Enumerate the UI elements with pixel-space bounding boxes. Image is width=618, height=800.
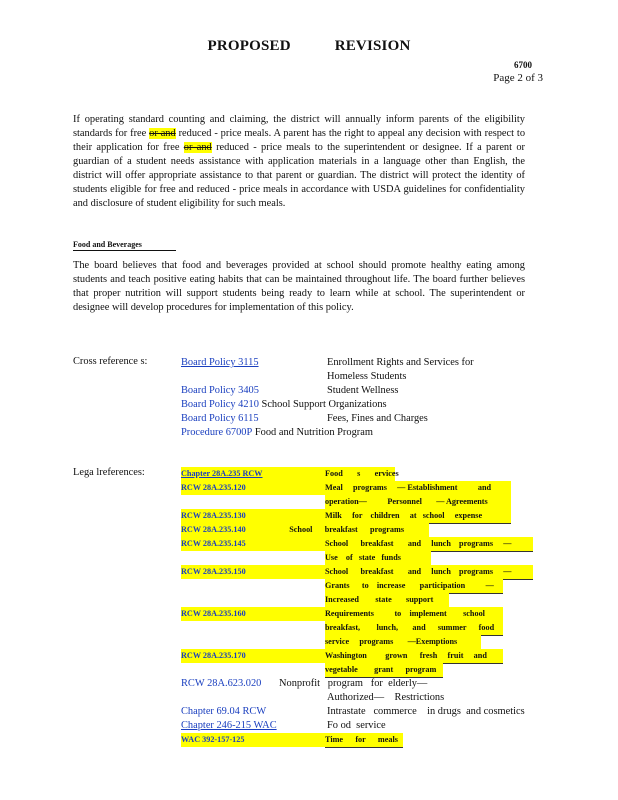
legal-reference-row — [181, 705, 525, 719]
legal-description: Food s ervices — [325, 467, 395, 482]
legal-description: Authorized— Restrictions — [327, 692, 445, 703]
legal-reference-row — [181, 593, 449, 608]
legal-description: Time for meals — [325, 733, 403, 748]
legal-description: vegetable grant program — [325, 663, 443, 678]
policy-description: Homeless Students — [327, 371, 407, 382]
legal-reference-row — [181, 481, 511, 496]
food-paragraph: The board believes that food and beverages provided at school should promote healthy eating among students and teach positive eating habits that can be maintained throughout life. The board further believes that proper nutrition will support students being ready to learn while at school. The superintendent or designee will develop procedures for implementation of this policy. — [73, 260, 525, 313]
policy-description: Student Wellness — [327, 385, 399, 396]
section-heading: Food and Beverages — [73, 240, 176, 251]
legal-reference-row — [181, 467, 399, 482]
legal-citation[interactable]: RCW 28A.235.130 — [181, 509, 325, 523]
page-number: Page 2 of 3 — [493, 72, 543, 84]
legal-citation[interactable]: RCW 28A.623.020 — [181, 678, 262, 689]
legal-reference-row — [181, 523, 429, 538]
legal-description: Meal programs — Establishment and — [325, 481, 511, 496]
legal-reference-row — [181, 579, 503, 594]
legal-description: School breakfast and lunch programs — — [325, 565, 533, 580]
legal-reference-row — [181, 649, 503, 664]
cross-reference-row — [181, 356, 474, 370]
legal-citation[interactable]: RCW 28A.235.160 — [181, 607, 325, 621]
cross-reference-row — [181, 384, 398, 398]
cross-reference-row — [181, 412, 428, 426]
legal-description: service programs —Exemptions — [325, 635, 481, 650]
legal-reference-row — [181, 509, 511, 524]
page-title — [0, 38, 618, 55]
struck-text: or and — [183, 142, 212, 153]
cross-reference-row — [181, 370, 406, 384]
legal-reference-row — [181, 691, 444, 705]
legal-description: Use of state funds — [325, 551, 431, 566]
legal-citation[interactable]: RCW 28A.235.140 — [181, 523, 279, 537]
legal-reference-row — [181, 635, 481, 650]
policy-description: Fees, Fines and Charges — [327, 413, 428, 424]
legal-reference-row — [181, 537, 533, 552]
policy-link[interactable]: Board Policy 6115 — [181, 413, 259, 424]
policy-link[interactable]: Board Policy 4210 — [181, 399, 259, 410]
legal-references-label: Lega lreferences: — [73, 467, 145, 478]
legal-citation[interactable]: Chapter 69.04 RCW — [181, 706, 267, 717]
policy-link[interactable]: Procedure 6700P — [181, 427, 253, 438]
title-proposed: PROPOSED — [207, 38, 291, 54]
cross-reference-row — [181, 398, 387, 412]
legal-reference-row — [181, 677, 427, 691]
policy-number: 6700 — [514, 60, 532, 70]
title-revision: REVISION — [334, 38, 411, 54]
policy-description: Enrollment Rights and Services for — [327, 357, 474, 368]
policy-link[interactable]: Board Policy 3405 — [181, 385, 259, 396]
legal-description: School breakfast programs — [279, 523, 429, 538]
legal-reference-row — [181, 621, 503, 636]
legal-description: Nonprofit program for elderly— — [279, 678, 428, 689]
legal-description: Washington grown fresh fruit and — [325, 649, 503, 664]
eligibility-paragraph: If operating standard counting and claiming, the district will annually inform parents of the eligibility standards for free or and reduced - price meals. A parent has the right to appeal any decision with respect to their application for free or and reduced - price meals to the superintendent or designee. If a parent or guardian of a student needs assistance with application materials in a language other than English, the district will offer appropriate assistance to that parent or guardian. The district will protect the identity of students eligible for free and reduced - price meals in accordance with USDA guidelines for confidentiality and disclosure of student eligibility for such meals. — [73, 114, 526, 209]
legal-citation[interactable]: RCW 28A.235.170 — [181, 649, 325, 663]
legal-description: Milk for children at school expense — [325, 509, 511, 524]
legal-description: Increased state support — [325, 593, 449, 608]
legal-description: School breakfast and lunch programs — — [325, 537, 533, 552]
policy-description: School Support Organizations — [258, 399, 387, 410]
legal-description: Fo od service — [327, 720, 386, 731]
legal-description: Intrastate commerce in drugs and cosmetics — [327, 706, 525, 717]
legal-description: Requirements to implement school — [325, 607, 503, 622]
struck-text: or and — [149, 128, 176, 139]
legal-description: operation— Personnel — Agreements — [325, 495, 511, 510]
policy-description: Food and Nutrition Program — [252, 427, 373, 438]
legal-citation[interactable]: Chapter 28A.235 RCW — [181, 467, 325, 481]
legal-description: Grants to increase participation — — [325, 579, 503, 594]
legal-citation[interactable]: Chapter 246-215 WAC — [181, 720, 277, 731]
legal-reference-row — [181, 663, 443, 678]
legal-reference-row — [181, 565, 533, 580]
legal-reference-row — [181, 719, 386, 733]
legal-description: breakfast, lunch, and summer food — [325, 621, 503, 636]
legal-citation[interactable]: RCW 28A.235.120 — [181, 481, 325, 495]
policy-link[interactable]: Board Policy 3115 — [181, 357, 259, 368]
legal-citation[interactable]: RCW 28A.235.150 — [181, 565, 325, 579]
legal-reference-row — [181, 733, 403, 748]
cross-reference-row — [181, 426, 373, 440]
legal-citation[interactable]: RCW 28A.235.145 — [181, 537, 325, 551]
legal-citation[interactable]: WAC 392-157-125 — [181, 733, 325, 747]
legal-reference-row — [181, 551, 431, 566]
cross-reference-label: Cross reference s: — [73, 356, 148, 367]
legal-reference-row — [181, 607, 503, 622]
legal-reference-row — [181, 495, 511, 510]
